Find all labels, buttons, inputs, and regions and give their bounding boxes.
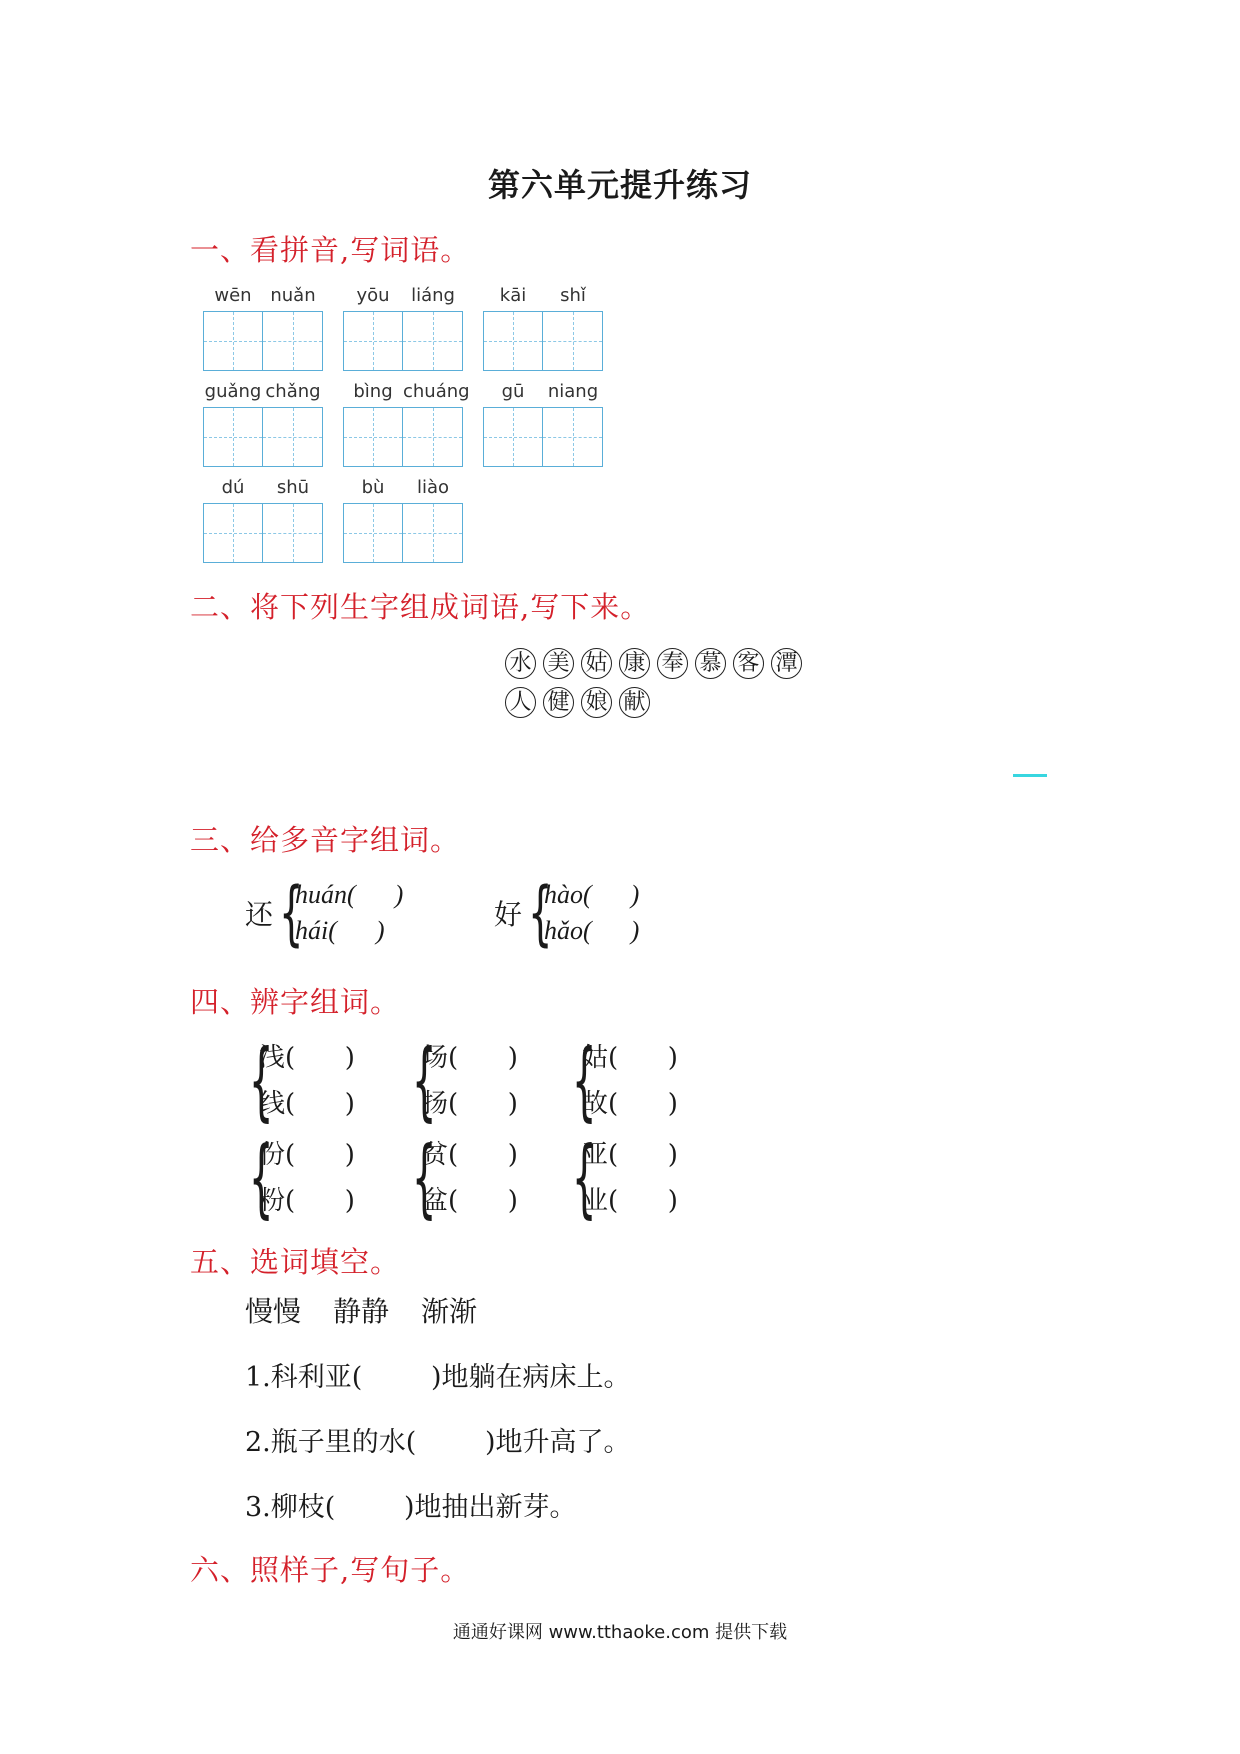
word-choice: 慢慢 [245, 1295, 302, 1328]
pinyin-syllable: guǎng [204, 381, 262, 402]
distinguish-group [568, 1031, 678, 1131]
polyphone-line[interactable]: hǎo( ) [544, 916, 640, 945]
page-title: 第六单元提升练习 [487, 166, 752, 204]
pinyin-syllable: bù [361, 477, 385, 498]
section-6-heading: 六、照样子,写句子。 [190, 1553, 471, 1587]
pinyin-syllable: liào [416, 477, 450, 498]
distinguish-line[interactable]: 浅( ) [259, 1043, 355, 1073]
brace-icon: { [248, 1128, 274, 1228]
circled-char: 姑 [581, 648, 612, 679]
writing-cell[interactable] [343, 503, 403, 563]
distinguish-group [245, 1031, 355, 1131]
distinguish-line[interactable]: 业( ) [582, 1186, 678, 1216]
distinguish-line[interactable]: 故( ) [582, 1089, 678, 1119]
distinguish-line[interactable]: 粉( ) [259, 1186, 355, 1216]
circled-char: 慕 [695, 648, 726, 679]
circled-char: 客 [733, 648, 764, 679]
distinguish-group [408, 1128, 518, 1228]
polyphone-group [245, 872, 404, 954]
polyphone-line[interactable]: huán( ) [295, 880, 404, 909]
brace-icon: { [411, 1128, 437, 1228]
pinyin-syllable: chuáng [403, 381, 470, 402]
pinyin-item [343, 477, 463, 563]
writing-cell[interactable] [263, 407, 323, 467]
circled-char: 奉 [657, 648, 688, 679]
pinyin-syllable: wēn [214, 285, 252, 306]
writing-cell[interactable] [543, 407, 603, 467]
pinyin-syllable: chǎng [265, 381, 321, 402]
circled-char: 健 [543, 687, 574, 718]
distinguish-group [408, 1031, 518, 1131]
polyphone-line[interactable]: hào( ) [544, 880, 640, 909]
brace-icon: { [411, 1031, 437, 1131]
circled-char: 美 [543, 648, 574, 679]
pinyin-item [483, 381, 603, 467]
writing-cell[interactable] [203, 311, 263, 371]
word-choice: 静静 [333, 1295, 390, 1328]
section-2-heading: 二、将下列生字组成词语,写下来。 [190, 590, 651, 624]
pinyin-item [343, 381, 470, 467]
writing-cell[interactable] [263, 311, 323, 371]
pinyin-item [343, 285, 463, 371]
circled-char: 康 [619, 648, 650, 679]
writing-cell[interactable] [343, 311, 403, 371]
circled-char: 人 [505, 687, 536, 718]
writing-cell[interactable] [203, 503, 263, 563]
circled-char: 潭 [771, 648, 802, 679]
brace-icon: { [279, 872, 304, 954]
section-4-heading: 四、辨字组词。 [190, 985, 401, 1019]
writing-cell[interactable] [543, 311, 603, 371]
pinyin-item [203, 477, 323, 563]
pinyin-item [203, 285, 323, 371]
pinyin-syllable: shǐ [560, 285, 586, 306]
distinguish-line[interactable]: 扬( ) [422, 1089, 518, 1119]
section-5-heading: 五、选词填空。 [190, 1245, 401, 1279]
pinyin-syllable: gū [501, 381, 525, 402]
writing-cell[interactable] [483, 311, 543, 371]
fill-sentence[interactable]: 1.科利亚( )地躺在病床上。 [245, 1362, 631, 1393]
fill-sentence[interactable]: 3.柳枝( )地抽出新芽。 [245, 1492, 577, 1523]
pinyin-syllable: dú [221, 477, 245, 498]
distinguish-group [568, 1128, 678, 1228]
polyphone-char: 好 [494, 898, 523, 931]
page-footer: 通通好课网 www.tthaoke.com 提供下载 [452, 1622, 788, 1643]
polyphone-line[interactable]: hái( ) [295, 916, 385, 945]
pinyin-syllable: niang [547, 381, 599, 402]
distinguish-line[interactable]: 线( ) [259, 1089, 355, 1119]
writing-cell[interactable] [263, 503, 323, 563]
distinguish-line[interactable]: 姑( ) [582, 1043, 678, 1073]
writing-cell[interactable] [403, 503, 463, 563]
pinyin-syllable: shū [276, 477, 310, 498]
circled-chars-row-1 [505, 648, 802, 679]
fill-sentence[interactable]: 2.瓶子里的水( )地升高了。 [245, 1427, 631, 1458]
brace-icon: { [571, 1128, 597, 1228]
writing-cell[interactable] [203, 407, 263, 467]
pinyin-syllable: yōu [356, 285, 390, 306]
pinyin-item [203, 381, 323, 467]
writing-cell[interactable] [483, 407, 543, 467]
brace-icon: { [528, 872, 553, 954]
distinguish-line[interactable]: 盆( ) [422, 1186, 518, 1216]
pinyin-syllable: liáng [411, 285, 455, 306]
section-1-heading: 一、看拼音,写词语。 [190, 233, 471, 267]
writing-cell[interactable] [403, 311, 463, 371]
word-choice: 渐渐 [421, 1295, 478, 1328]
circled-char: 娘 [581, 687, 612, 718]
circled-char: 水 [505, 648, 536, 679]
pinyin-syllable: nuǎn [270, 285, 316, 306]
circled-chars-row-2 [505, 687, 802, 718]
distinguish-line[interactable]: 贫( ) [422, 1140, 518, 1170]
pinyin-syllable: bìng [353, 381, 393, 402]
writing-cell[interactable] [403, 407, 463, 467]
circled-char: 献 [619, 687, 650, 718]
pinyin-item [483, 285, 603, 371]
polyphone-char: 还 [245, 898, 274, 931]
decorative-dash [1013, 774, 1047, 777]
distinguish-line[interactable]: 场( ) [422, 1043, 518, 1073]
distinguish-line[interactable]: 份( ) [259, 1140, 355, 1170]
polyphone-group [494, 872, 640, 954]
word-choices [245, 1290, 477, 1330]
brace-icon: { [248, 1031, 274, 1131]
distinguish-group [245, 1128, 355, 1228]
writing-cell[interactable] [343, 407, 403, 467]
circled-chars-block [505, 648, 802, 718]
distinguish-line[interactable]: 亚( ) [582, 1140, 678, 1170]
pinyin-syllable: kāi [499, 285, 527, 306]
section-3-heading: 三、给多音字组词。 [190, 823, 461, 857]
brace-icon: { [571, 1031, 597, 1131]
